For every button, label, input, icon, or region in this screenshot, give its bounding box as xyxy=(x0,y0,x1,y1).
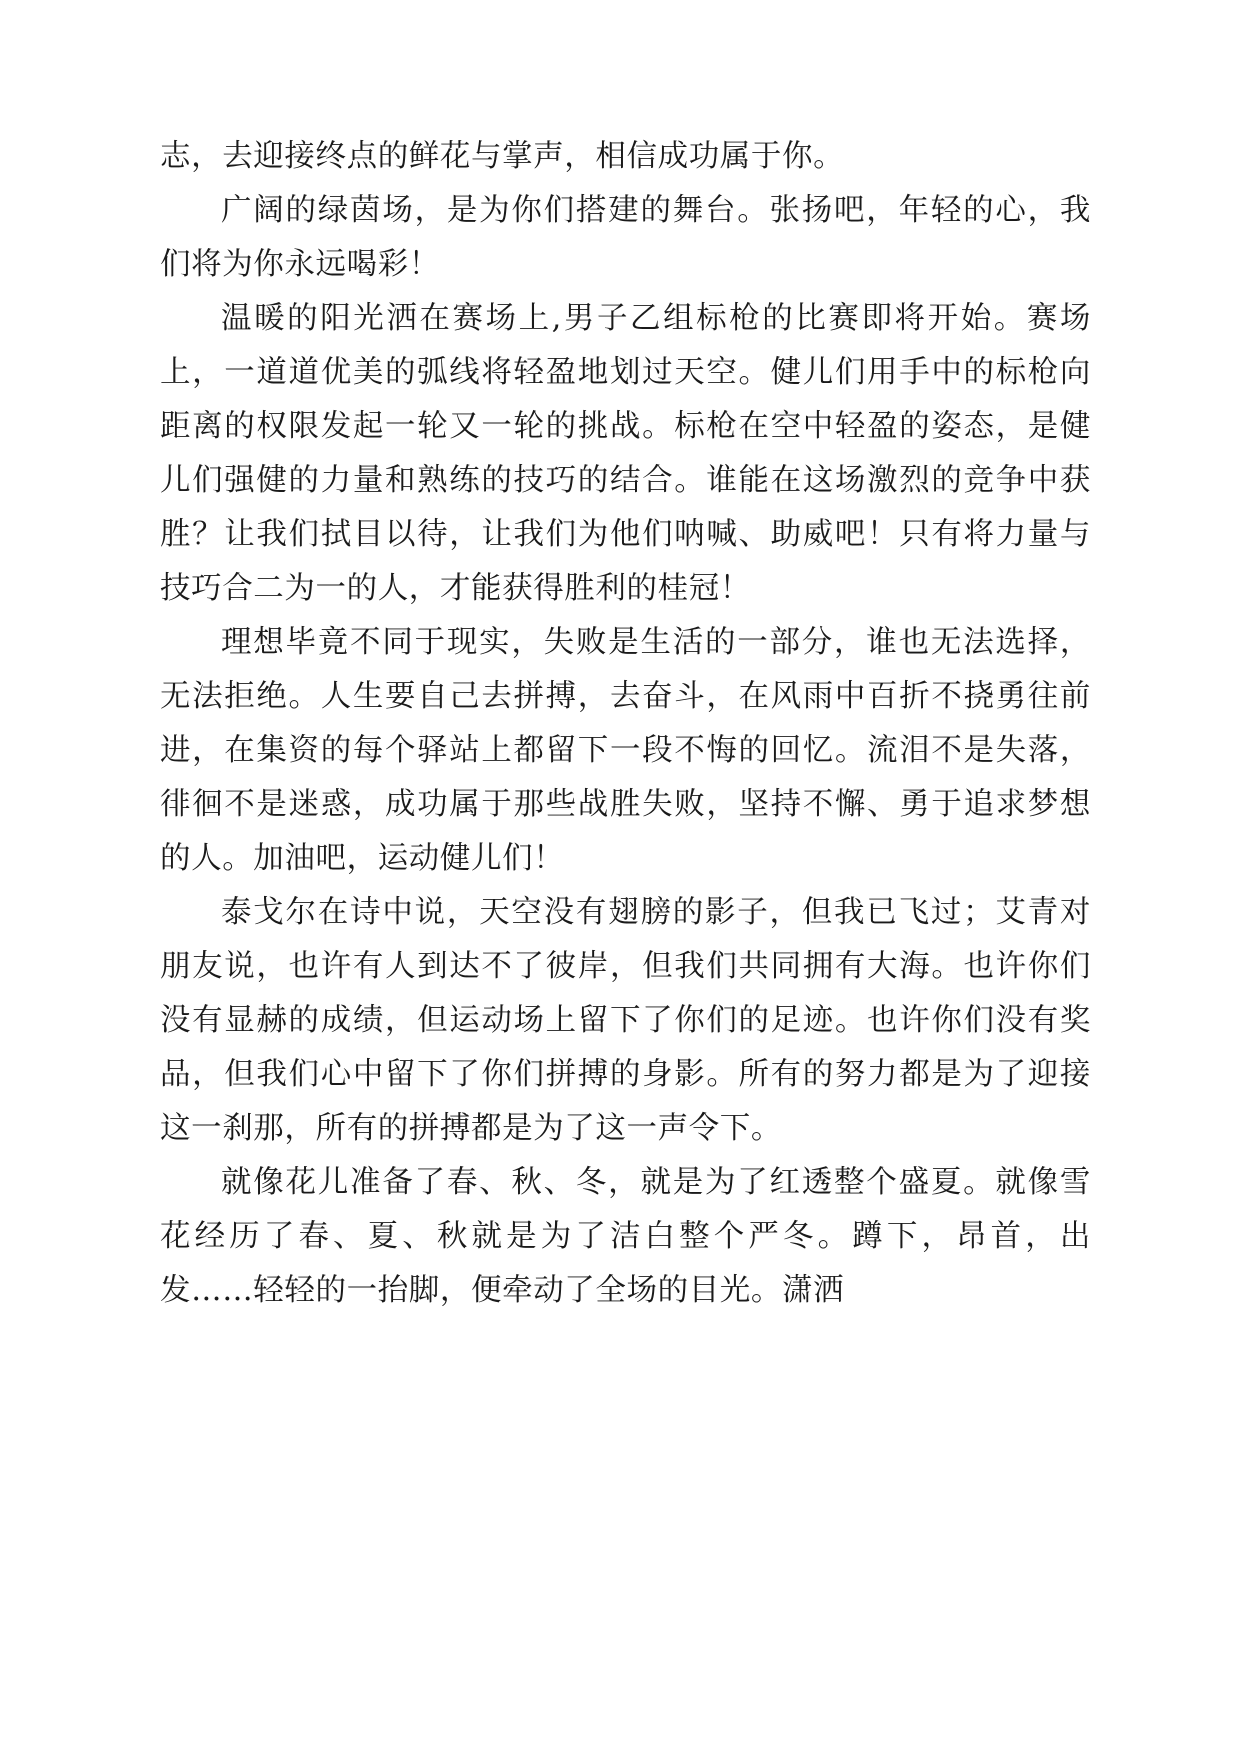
paragraph: 泰戈尔在诗中说，天空没有翅膀的影子，但我已飞过；艾青对朋友说，也许有人到达不了彼岸，但我们共同拥有大海。也许你们没有显赫的成绩，但运动场上留下了你们的足迹。也许你们没有奖品，但我们心中留下了你们拼搏的身影。所有的努力都是为了迎接这一刹那，所有的拼搏都是为了这一声令下。 xyxy=(160,894,1091,1146)
paragraph: 温暖的阳光洒在赛场上,男子乙组标枪的比赛即将开始。赛场上，一道道优美的弧线将轻盈地划过天空。健儿们用手中的标枪向距离的权限发起一轮又一轮的挑战。标枪在空中轻盈的姿态，是健儿们强健的力量和熟练的技巧的结合。谁能在这场激烈的竞争中获胜？让我们拭目以待，让我们为他们呐喊、助威吧！只有将力量与技巧合二为一的人，才能获得胜利的桂冠！ xyxy=(160,300,1091,606)
paragraph: 志，去迎接终点的鲜花与掌声，相信成功属于你。 xyxy=(160,139,845,174)
paragraph: 理想毕竟不同于现实，失败是生活的一部分，谁也无法选择，无法拒绝。人生要自己去拼搏，去奋斗，在风雨中百折不挠勇往前进，在集资的每个驿站上都留下一段不悔的回忆。流泪不是失落，徘徊不是迷惑，成功属于那些战胜失败，坚持不懈、勇于追求梦想的人。加油吧，运动健儿们！ xyxy=(160,624,1091,876)
paragraph: 就像花儿准备了春、秋、冬，就是为了红透整个盛夏。就像雪花经历了春、夏、秋就是为了洁白整个严冬。蹲下，昂首，出发……轻轻的一抬脚，便牵动了全场的目光。潇洒 xyxy=(160,1164,1091,1308)
paragraph: 广阔的绿茵场，是为你们搭建的舞台。张扬吧，年轻的心，我们将为你永远喝彩！ xyxy=(160,192,1091,282)
document-body xyxy=(160,130,1091,1318)
